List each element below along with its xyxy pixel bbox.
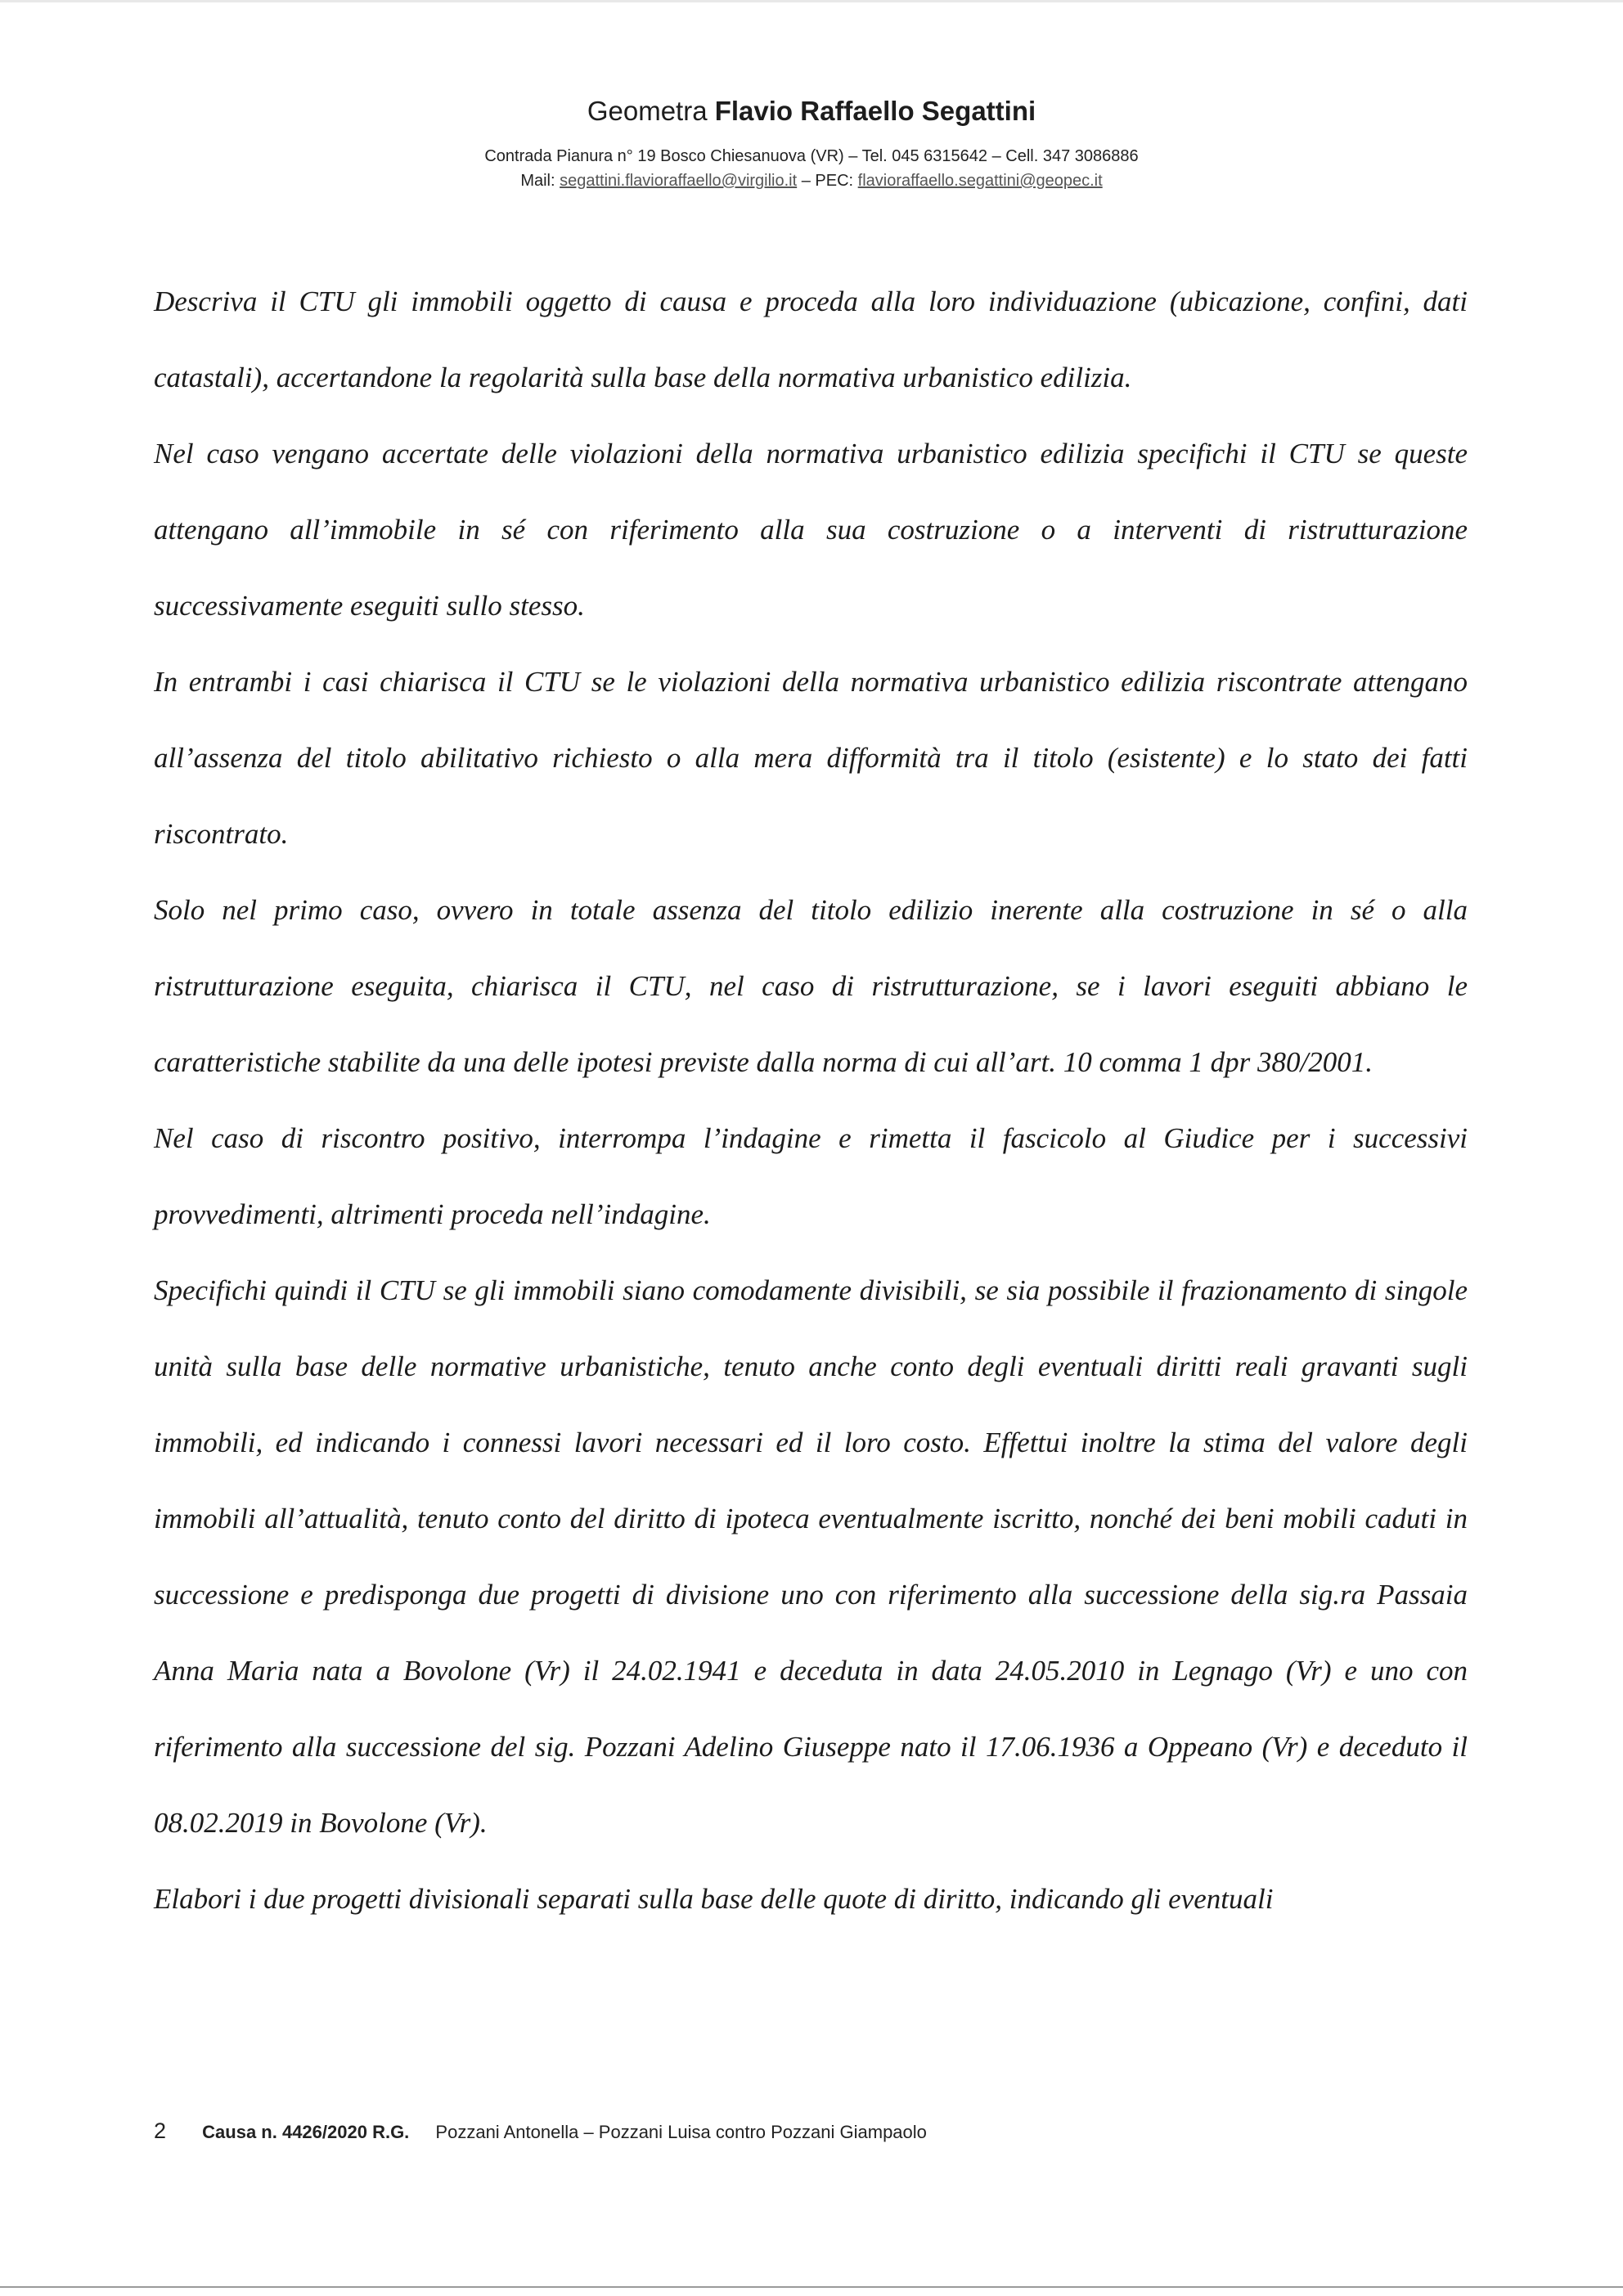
page-footer xyxy=(154,2119,927,2144)
title-prefix: Geometra xyxy=(587,96,708,126)
pec-label: – PEC: xyxy=(801,172,854,190)
letterhead xyxy=(0,92,1623,193)
paragraph-3: In entrambi i casi chiarisca il CTU se le violazioni della normativa urbanistico edilizia riscontrate attengano all’assenza del titolo abilitativo richiesto o alla mera difformità tra il titolo (esistente) e lo stato dei fatti riscontrato. xyxy=(154,666,1468,850)
letterhead-address: Contrada Pianura n° 19 Bosco Chiesanuova (VR) – Tel. 045 6315642 – Cell. 347 3086886 xyxy=(484,147,1139,165)
letterhead-contacts xyxy=(0,168,1623,193)
paragraph-7: Elabori i due progetti divisionali separati sulla base delle quote di diritto, indicando gli eventuali xyxy=(154,1883,1274,1915)
page-number: 2 xyxy=(154,2119,167,2143)
case-parties: Pozzani Antonella – Pozzani Luisa contro Pozzani Giampaolo xyxy=(435,2122,927,2142)
paragraph-1: Descriva il CTU gli immobili oggetto di causa e proceda alla loro individuazione (ubicazione, confini, dati catastali), accertandone la regolarità sulla base della normativa urbanistico edilizia. xyxy=(154,285,1468,393)
paragraph-6: Specifichi quindi il CTU se gli immobili siano comodamente divisibili, se sia possibile il frazionamento di singole unità sulla base delle normative urbanistiche, tenuto anche conto degli eventuali diritti reali gravanti sugli immobili, ed indicando i connessi lavori necessari ed il loro costo. Effettui inoltre la stima del valore degli immobili all’attualità, tenuto conto del diritto di ipoteca eventualmente iscritto, nonché dei beni mobili caduti in successione e predisponga due progetti di divisione uno con riferimento alla successione della sig.ra Passaia Anna Maria nata a Bovolone (Vr) il 24.02.1941 e deceduta in data 24.05.2010 in Legnago (Vr) e uno con riferimento alla successione del sig. Pozzani Adelino Giuseppe nato il 17.06.1936 a Oppeano (Vr) e deceduto il 08.02.2019 in Bovolone (Vr). xyxy=(154,1274,1468,1839)
case-number: Causa n. 4426/2020 R.G. xyxy=(202,2122,410,2142)
page-top-edge xyxy=(0,0,1623,2)
paragraph-5: Nel caso di riscontro positivo, interrompa l’indagine e rimetta il fascicolo al Giudice per i successivi provvedimenti, altrimenti proceda nell’indagine. xyxy=(154,1122,1468,1230)
paragraph-4: Solo nel primo caso, ovvero in totale assenza del titolo edilizio inerente alla costruzione in sé o alla ristrutturazione eseguita, chiarisca il CTU, nel caso di ristrutturazione, se i lavori eseguiti abbiano le caratteristiche stabilite da una delle ipotesi previste dalla norma di cui all’art. 10 comma 1 dpr 380/2001. xyxy=(154,894,1468,1078)
title-name: Flavio Raffaello Segattini xyxy=(714,96,1036,126)
page-bottom-edge xyxy=(0,2286,1623,2288)
mail-label: Mail: xyxy=(520,172,555,190)
pec-link[interactable]: flavioraffaello.segattini@geopec.it xyxy=(857,172,1103,190)
letterhead-title xyxy=(0,92,1623,131)
mail-link[interactable]: segattini.flavioraffaello@virgilio.it xyxy=(560,172,798,190)
paragraph-2: Nel caso vengano accertate delle violazioni della normativa urbanistico edilizia specifichi il CTU se queste attengano all’immobile in sé con riferimento alla sua costruzione o a interventi di ristrutturazione successivamente eseguiti sullo stesso. xyxy=(154,438,1468,622)
document-body xyxy=(154,263,1468,1937)
